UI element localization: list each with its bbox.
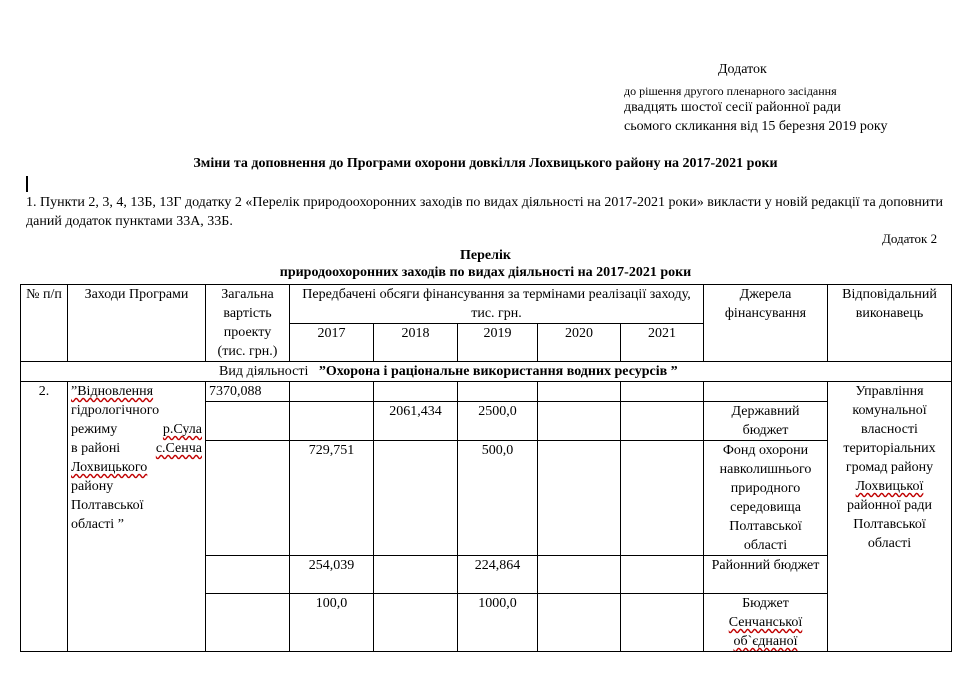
header-year-2020: 2020 — [538, 324, 621, 362]
funding-2017: 729,751 — [290, 441, 374, 556]
funding-2021 — [621, 594, 704, 652]
funding-source: Районний бюджет — [704, 556, 828, 594]
measure-name: ”Відновлення гідрологічного режиму р.Сула в районі с.Сенча Лохвицького району Полтавської області ” — [68, 382, 206, 652]
funding-2021 — [621, 402, 704, 441]
table-row — [21, 382, 952, 402]
funding-2019: 500,0 — [458, 441, 538, 556]
funding-2021 — [621, 556, 704, 594]
header-planned-funding: Передбачені обсяги фінансування за термінами реалізації заходу, тис. грн. — [290, 285, 704, 324]
header-funding-sources: Джерела фінансування — [704, 285, 828, 362]
header-year-2018: 2018 — [374, 324, 458, 362]
funding-2020 — [538, 402, 621, 441]
header-year-2021: 2021 — [621, 324, 704, 362]
body-paragraph: 1. Пункти 2, 3, 4, 13Б, 13Г додатку 2 «Перелік природоохоронних заходів по видах діяльності на 2017-2021 роки» викласти у новій редакції та доповнити даний додаток пунктами 33А, 33Б. — [26, 195, 943, 229]
funding-2017: 254,039 — [290, 556, 374, 594]
row-num: 2. — [21, 382, 68, 652]
funding-source: Бюджет Сенчанської об`єднаної — [704, 594, 828, 652]
header-year-2019: 2019 — [458, 324, 538, 362]
executor: Управління комунальної власності територіальних громад району Лохвицької районної ради Полтавської області — [828, 382, 952, 652]
appendix-label: Додаток — [718, 62, 767, 77]
funding-2020 — [538, 556, 621, 594]
funding-2018 — [374, 594, 458, 652]
funding-2021 — [621, 441, 704, 556]
list-title: Перелік — [460, 248, 511, 263]
appendix-2-label: Додаток 2 — [882, 231, 938, 246]
list-subtitle: природоохоронних заходів по видах діяльності на 2017-2021 роки — [279, 265, 692, 280]
text-cursor — [26, 176, 28, 192]
funding-2017 — [290, 402, 374, 441]
funding-2020 — [538, 594, 621, 652]
funding-2019: 2500,0 — [458, 402, 538, 441]
header-measures: Заходи Програми — [68, 285, 206, 362]
section-row — [21, 362, 952, 382]
document-title: Зміни та доповнення до Програми охорони довкілля Лохвицького району на 2017-2021 роки — [193, 156, 778, 171]
funding-2018: 2061,434 — [374, 402, 458, 441]
funding-2018 — [374, 441, 458, 556]
funding-2019: 224,864 — [458, 556, 538, 594]
header-year-2017: 2017 — [290, 324, 374, 362]
funding-source: Державний бюджет — [704, 402, 828, 441]
measures-table — [20, 284, 952, 652]
header-num: № п/п — [21, 285, 68, 362]
funding-2018 — [374, 556, 458, 594]
funding-source: Фонд охорони навколишнього природного середовища Полтавської області — [704, 441, 828, 556]
appendix-decision-line: до рішення другого пленарного засідання — [624, 84, 837, 98]
appendix-date-line: сьомого скликання від 15 березня 2019 року — [624, 119, 888, 134]
header-executor: Відповідальний виконавець — [828, 285, 952, 362]
header-total-cost: Загальна вартість проекту (тис. грн.) — [206, 285, 290, 362]
funding-2017: 100,0 — [290, 594, 374, 652]
funding-2020 — [538, 441, 621, 556]
section-name: ”Охорона і раціональне використання водних ресурсів ” — [318, 364, 678, 379]
total-cost: 7370,088 — [206, 382, 290, 402]
funding-2019: 1000,0 — [458, 594, 538, 652]
appendix-session-line: двадцять шостої сесії районної ради — [624, 100, 841, 115]
section-label: Вид діяльності — [219, 364, 309, 379]
